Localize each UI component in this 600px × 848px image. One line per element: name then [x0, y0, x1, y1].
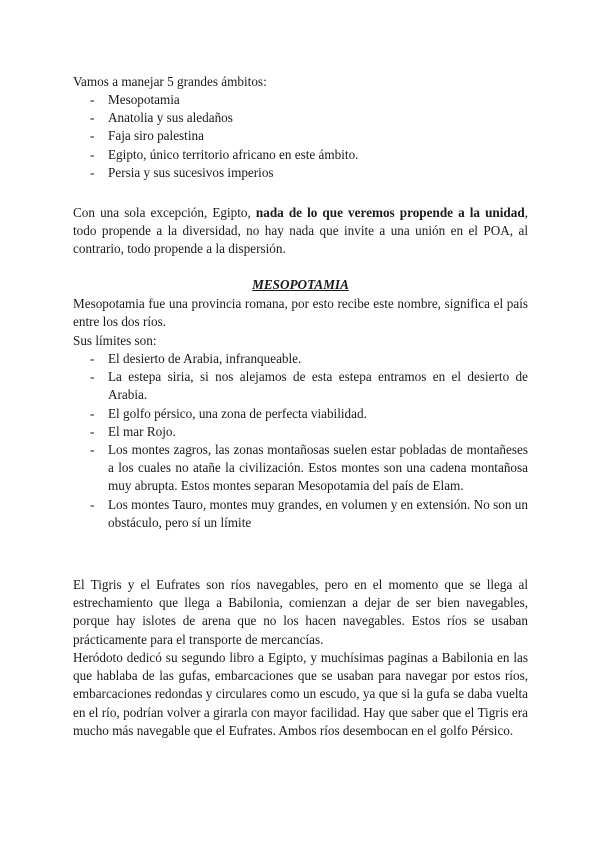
list-item-text: Los montes zagros, las zonas montañosas suelen estar pobladas de montañeses a los cuales no atañe la civilización. Estos montes son una cadena montañosa muy abrupta. Estos montes separan Mesopotamia del país de Elam.: [108, 442, 528, 494]
herodoto-paragraph: Heródoto dedicó su segundo libro a Egipto, y muchísimas paginas a Babilonia en las que hablaba de las gufas, embarcaciones que se usaban para navegar por estos ríos, embarcaciones redondas y circulares como un escudo, ya que si la gufa se daba vuelta en el río, podrían volver a girarla con mayor facilidad. Hay que saber que el Tigris era mucho más navegable que el Eufrates. Ambos ríos desembocan en el golfo Pérsico.: [73, 650, 528, 738]
unidad-pre: Con una sola excepción, Egipto,: [73, 205, 256, 220]
list-item: [73, 423, 528, 441]
list-item-text: El mar Rojo.: [108, 423, 176, 439]
list-dash: -: [90, 146, 95, 162]
list-item-text: Anatolia y sus aledaños: [108, 110, 233, 126]
unidad-post: , todo propende a la diversidad, no hay nada que invite a una unión en el POA, al contrario, todo propende a la dispersión.: [73, 205, 528, 257]
unidad-bold: nada de lo que veremos propende a la unidad: [255, 205, 525, 220]
list-item-text: Persia y sus sucesivos imperios: [108, 164, 274, 180]
list-dash: -: [90, 128, 95, 144]
list-item: [73, 127, 528, 145]
list-item-text: La estepa siria, si nos alejamos de esta estepa entramos en el desierto de Arabia.: [108, 369, 528, 403]
intro-paragraph: Vamos a manejar 5 grandes ámbitos:: [73, 74, 267, 89]
list-dash: -: [90, 405, 95, 421]
list-item-text: Egipto, único territorio africano en este ámbito.: [108, 146, 359, 162]
list-item-text: El desierto de Arabia, infranqueable.: [108, 351, 302, 366]
list-item: [73, 496, 528, 532]
mesopotamia-paragraph: Mesopotamia fue una provincia romana, por esto recibe este nombre, significa el país entre los dos ríos.: [73, 296, 528, 330]
rios-paragraph: El Tigris y el Eufrates son ríos navegables, pero en el momento que se llega al estrechamiento que llega a Babilonia, comienzan a dejar de ser bien navegables, porque hay islotes de arena que no los hacen navegables. Estos ríos se usaban prácticamente para el transporte de mercancías.: [73, 577, 528, 647]
list-item: [73, 368, 528, 404]
list-item: [73, 350, 528, 368]
list-item: [73, 164, 528, 182]
list-item: [73, 91, 528, 109]
list-item-text: Faja siro palestina: [108, 128, 204, 144]
list-item-text: Los montes Tauro, montes muy grandes, en volumen y en extensión. No son un obstáculo, pero sí un límite: [108, 496, 528, 530]
list-item: [73, 405, 528, 423]
list-item-text: El golfo pérsico, una zona de perfecta viabilidad.: [108, 405, 367, 421]
limites-list: [73, 350, 528, 532]
list-dash: -: [90, 369, 95, 385]
list-dash: -: [90, 496, 95, 512]
unidad-paragraph: [73, 204, 528, 259]
list-item: [73, 441, 528, 496]
list-dash: -: [90, 442, 95, 458]
ambitos-list: [73, 91, 528, 182]
list-dash: -: [90, 110, 95, 126]
section-heading: MESOPOTAMIA: [252, 277, 349, 292]
limites-intro: Sus límites son:: [73, 333, 157, 348]
list-dash: -: [90, 92, 95, 107]
list-dash: -: [90, 164, 95, 180]
list-item: [73, 146, 528, 164]
list-item: [73, 109, 528, 127]
list-dash: -: [90, 351, 95, 366]
list-item-text: Mesopotamia: [108, 92, 180, 107]
list-dash: -: [90, 423, 95, 439]
